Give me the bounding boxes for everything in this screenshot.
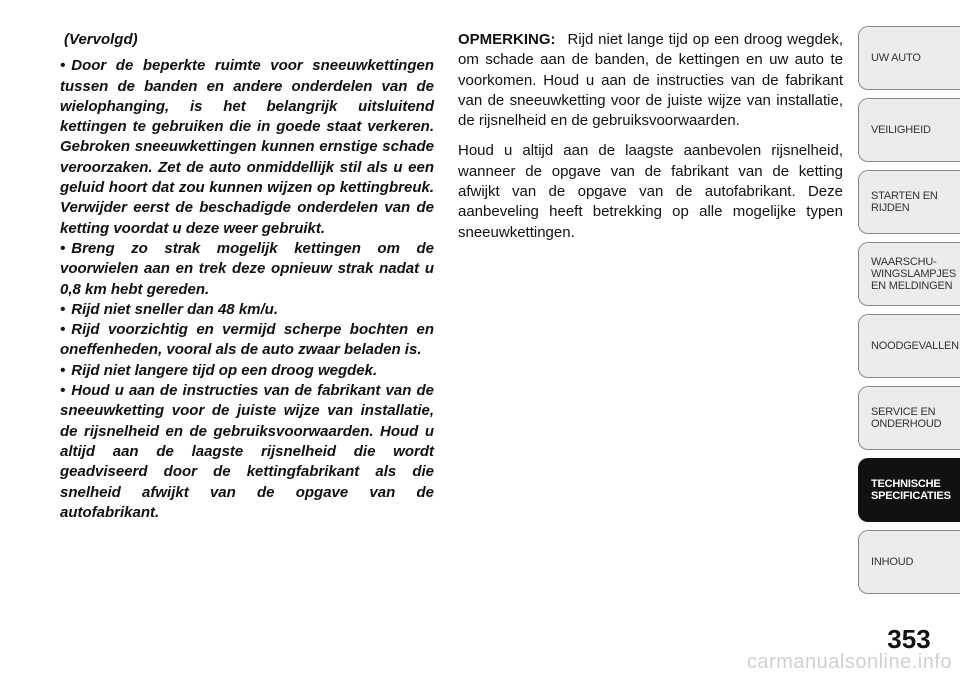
tab-label: STARTEN EN RIJDEN bbox=[871, 190, 938, 214]
bullet-icon: • bbox=[60, 57, 66, 75]
warning-item bbox=[60, 361, 434, 381]
warning-item bbox=[60, 56, 434, 239]
warning-item-text: Breng zo strak mogelijk kettingen om de voorwielen aan en trek deze opnieuw strak nadat u 0,8 km hebt gereden. bbox=[60, 239, 434, 298]
warning-item bbox=[60, 300, 434, 320]
page-number: 353 bbox=[887, 624, 931, 654]
bullet-icon: • bbox=[60, 321, 66, 339]
note-paragraph bbox=[458, 30, 843, 131]
tab-uw-auto[interactable] bbox=[858, 26, 960, 90]
bullet-icon: • bbox=[60, 239, 66, 257]
tab-noodgevallen[interactable] bbox=[858, 314, 960, 378]
warning-item bbox=[60, 320, 434, 361]
tab-label: VEILIGHEID bbox=[871, 124, 931, 136]
warning-item-text: Door de beperkte ruimte voor sneeuwkettingen tussen de banden en andere onderdelen van de wielophanging, is het belangrijk uitsluitend kettingen te gebruiken die in goede staat verkeren. Gebroken sneeuwkettingen kunnen ernstige schade veroorzaken. Zet de auto onmiddellijk stil als u een geluid hoort dat zou kunnen wijzen op kettingbreuk. Verwijder eerst de beschadigde onderdelen van de ketting voordat u deze weer gebruikt. bbox=[60, 57, 434, 237]
warning-item-text: Rijd voorzichtig en vermijd scherpe bochten en oneffenheden, vooral als de auto zwaar beladen is. bbox=[60, 321, 434, 359]
tab-technische-specificaties[interactable] bbox=[858, 458, 960, 522]
warning-item-text: Rijd niet sneller dan 48 km/u. bbox=[71, 300, 278, 318]
warning-item-text: Houd u aan de instructies van de fabrikant van de sneeuwketting voor de juiste wijze van installatie, de rijsnelheid en de gebruiksvoorwaarden. Houd u altijd aan de laagste rijsnelheid die wordt geadviseerd door de kettingfabrikant als die snelheid afwijkt van de opgave van de autofabrikant. bbox=[60, 382, 434, 521]
warning-item-text: Rijd niet langere tijd op een droog wegdek. bbox=[71, 361, 378, 379]
note-text: Rijd niet lange tijd op een droog wegdek, om schade aan de banden, de kettingen en uw auto te voorkomen. Houd u aan de instructies van de fabrikant van de sneeuwketting voor de juiste wijze van installatie, de rijsnelheid en de gebruiksvoorwaarden. bbox=[458, 31, 843, 130]
chapter-tabs bbox=[858, 26, 960, 602]
tab-service-en-onderhoud[interactable] bbox=[858, 386, 960, 450]
note-label: OPMERKING: bbox=[458, 31, 556, 48]
note-column bbox=[458, 30, 843, 253]
warning-item bbox=[60, 239, 434, 300]
bullet-icon: • bbox=[60, 300, 66, 318]
bullet-icon: • bbox=[60, 382, 66, 400]
tab-label: SERVICE EN ONDERHOUD bbox=[871, 406, 942, 430]
tab-inhoud[interactable] bbox=[858, 530, 960, 594]
tab-veiligheid[interactable] bbox=[858, 98, 960, 162]
tab-label: WAARSCHU- WINGSLAMPJES EN MELDINGEN bbox=[871, 256, 957, 292]
tab-starten-en-rijden[interactable] bbox=[858, 170, 960, 234]
tab-label: UW AUTO bbox=[871, 52, 921, 64]
warning-column bbox=[60, 30, 434, 523]
tab-label: INHOUD bbox=[871, 556, 914, 568]
body-paragraph: Houd u altijd aan de laagste aanbevolen rijsnelheid, wanneer de opgave van de fabrikant van de ketting afwijkt van de opgave van de autofabrikant. Deze aanbeveling heeft betrekking op alle mogelijke typen sneeuwkettingen. bbox=[458, 142, 843, 241]
tab-label: TECHNISCHE SPECIFICATIES bbox=[871, 478, 951, 502]
warning-item bbox=[60, 381, 434, 523]
watermark: carmanualsonline.info bbox=[746, 651, 952, 673]
tab-waarschuwingslampjes[interactable] bbox=[858, 242, 960, 306]
tab-label: NOODGEVALLEN bbox=[871, 340, 959, 352]
continued-label: (Vervolgd) bbox=[64, 31, 138, 48]
bullet-icon: • bbox=[60, 361, 66, 379]
